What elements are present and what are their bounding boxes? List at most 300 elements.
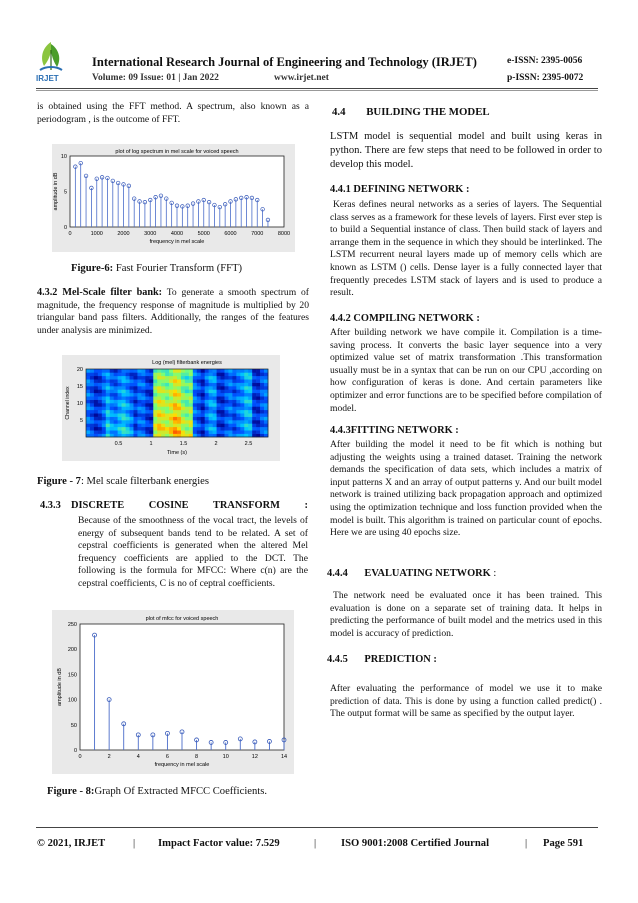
heatmap-cell xyxy=(137,379,141,383)
heatmap-cell xyxy=(149,400,153,404)
heatmap-cell xyxy=(145,400,149,404)
heatmap-cell xyxy=(228,430,232,434)
heatmap-cell xyxy=(236,393,240,397)
heatmap-cell xyxy=(98,369,102,373)
heatmap-cell xyxy=(177,386,181,390)
heatmap-cell xyxy=(106,423,110,427)
heatmap-cell xyxy=(236,369,240,373)
figure-7-chart xyxy=(62,355,280,461)
heatmap-cell xyxy=(185,383,189,387)
y-tick-label: 10 xyxy=(76,401,83,407)
heatmap-cell xyxy=(248,383,252,387)
heatmap-cell xyxy=(185,393,189,397)
heatmap-cell xyxy=(102,389,106,393)
heatmap-cell xyxy=(201,410,205,414)
heatmap-cell xyxy=(205,386,209,390)
x-tick-label: 6000 xyxy=(224,231,237,237)
section-4-4-5-text: After evaluating the performance of model we use it to make prediction of data. This is done by using a function called predict() . The output format will be same as specified by the output layer. xyxy=(330,683,602,720)
x-tick-label: 1 xyxy=(149,441,153,447)
y-tick-label: 50 xyxy=(70,722,77,729)
heatmap-cell xyxy=(137,403,141,407)
heatmap-cell xyxy=(141,427,145,431)
heatmap-cell xyxy=(165,406,169,410)
heatmap-cell xyxy=(122,379,126,383)
heatmap-cell xyxy=(256,403,260,407)
x-tick-label: 4 xyxy=(136,754,140,760)
heatmap-cell xyxy=(189,417,193,421)
heatmap-cell xyxy=(201,393,205,397)
heatmap-cell xyxy=(130,396,134,400)
footer-sep-2: | xyxy=(314,838,317,849)
heatmap-cell xyxy=(260,383,264,387)
heatmap-cell xyxy=(157,396,161,400)
heatmap-cell xyxy=(228,400,232,404)
heatmap-cell xyxy=(209,383,213,387)
heatmap-cell xyxy=(169,379,173,383)
heatmap-cell xyxy=(90,369,94,373)
heatmap-cell xyxy=(98,430,102,434)
heatmap-cell xyxy=(106,372,110,376)
heatmap-cell xyxy=(145,417,149,421)
figure-6-title: Fast Fourier Transform (FFT) xyxy=(113,263,243,274)
heatmap-cell xyxy=(86,410,90,414)
heatmap-cell xyxy=(161,430,165,434)
heatmap-cell xyxy=(177,430,181,434)
heatmap-cell xyxy=(86,372,90,376)
heatmap-cell xyxy=(133,393,137,397)
heatmap-cell xyxy=(90,379,94,383)
heatmap-cell xyxy=(205,420,209,424)
heatmap-cell xyxy=(173,423,177,427)
intro-paragraph: is obtained using the FFT method. A spectrum, also known as a periodogram , is the outcome of FFT. xyxy=(37,101,309,125)
heatmap-cell xyxy=(224,423,228,427)
heatmap-cell xyxy=(94,403,98,407)
heatmap-cell xyxy=(213,372,217,376)
heatmap-cell xyxy=(118,420,122,424)
heatmap-cell xyxy=(149,369,153,373)
section-4-3-3-heading-row xyxy=(40,500,308,511)
heatmap-cell xyxy=(94,406,98,410)
heatmap-cell xyxy=(157,417,161,421)
heatmap-cell xyxy=(260,430,264,434)
heatmap-cell xyxy=(126,369,130,373)
heatmap-cell xyxy=(126,427,130,431)
heatmap-cell xyxy=(165,403,169,407)
heatmap-cell xyxy=(248,379,252,383)
heatmap-cell xyxy=(256,393,260,397)
heatmap-cell xyxy=(141,393,145,397)
heatmap-cell xyxy=(224,400,228,404)
heatmap-cell xyxy=(244,427,248,431)
heatmap-cell xyxy=(248,417,252,421)
x-tick-label: 2 xyxy=(107,754,111,760)
heatmap-cell xyxy=(252,369,256,373)
heatmap-cell xyxy=(90,386,94,390)
heatmap-cell xyxy=(145,393,149,397)
heatmap-cell xyxy=(232,420,236,424)
heatmap-cell xyxy=(153,372,157,376)
heatmap-cell xyxy=(102,413,106,417)
heatmap-cell xyxy=(102,376,106,380)
heatmap-cell xyxy=(94,427,98,431)
heatmap-cell xyxy=(197,400,201,404)
heatmap-cell xyxy=(130,430,134,434)
heatmap-cell xyxy=(114,427,118,431)
heatmap-cell xyxy=(114,423,118,427)
heatmap-cell xyxy=(173,389,177,393)
heatmap-cell xyxy=(252,393,256,397)
heatmap-cell xyxy=(193,413,197,417)
heatmap-cell xyxy=(165,383,169,387)
heatmap-cell xyxy=(149,396,153,400)
chart-title: plot of log spectrum in mel scale for voiced speech xyxy=(115,149,239,155)
heatmap-cell xyxy=(90,420,94,424)
heatmap-cell xyxy=(153,376,157,380)
heatmap-cell xyxy=(232,379,236,383)
heatmap-cell xyxy=(228,393,232,397)
heatmap-cell xyxy=(110,383,114,387)
heatmap-cell xyxy=(133,403,137,407)
heatmap-cell xyxy=(224,403,228,407)
heatmap-cell xyxy=(165,413,169,417)
heatmap-cell xyxy=(197,410,201,414)
heatmap-cell xyxy=(181,420,185,424)
heatmap-cell xyxy=(114,369,118,373)
heatmap-cell xyxy=(193,420,197,424)
heatmap-cell xyxy=(217,427,221,431)
heatmap-cell xyxy=(118,413,122,417)
x-tick-label: 2 xyxy=(214,441,218,447)
heatmap-cell xyxy=(137,369,141,373)
heatmap-cell xyxy=(213,403,217,407)
heatmap-cell xyxy=(86,406,90,410)
heatmap-cell xyxy=(185,430,189,434)
heatmap-cell xyxy=(205,369,209,373)
heatmap-cell xyxy=(153,406,157,410)
heatmap-cell xyxy=(193,372,197,376)
heatmap-cell xyxy=(165,379,169,383)
heatmap-cell xyxy=(137,383,141,387)
heatmap-cell xyxy=(126,410,130,414)
heatmap-cell xyxy=(177,413,181,417)
heatmap-cell xyxy=(185,417,189,421)
section-4-4-heading-row xyxy=(332,106,490,118)
heatmap-cell xyxy=(102,393,106,397)
heatmap-cell xyxy=(244,403,248,407)
heatmap-cell xyxy=(86,379,90,383)
heatmap-cell xyxy=(236,386,240,390)
heatmap-cell xyxy=(126,383,130,387)
heatmap-cell xyxy=(217,423,221,427)
heatmap-cell xyxy=(244,406,248,410)
heatmap-cell xyxy=(122,393,126,397)
heatmap-cell xyxy=(201,417,205,421)
heatmap-cell xyxy=(130,403,134,407)
heatmap-cell xyxy=(213,383,217,387)
heatmap-cell xyxy=(98,389,102,393)
heatmap-cell xyxy=(102,420,106,424)
heatmap-cell xyxy=(185,427,189,431)
heatmap-cell xyxy=(201,383,205,387)
heatmap-cell xyxy=(221,420,225,424)
heatmap-cell xyxy=(126,417,130,421)
heatmap-cell xyxy=(126,386,130,390)
heatmap-cell xyxy=(102,423,106,427)
heatmap-cell xyxy=(197,386,201,390)
heatmap-cell xyxy=(193,423,197,427)
heatmap-cell xyxy=(232,372,236,376)
heatmap-cell xyxy=(98,396,102,400)
heatmap-cell xyxy=(248,413,252,417)
heatmap-cell xyxy=(232,400,236,404)
heatmap-cell xyxy=(173,420,177,424)
heatmap-cell xyxy=(256,372,260,376)
heatmap-cell xyxy=(228,423,232,427)
x-tick-label: 0 xyxy=(68,231,72,237)
heatmap-cell xyxy=(114,393,118,397)
heatmap-cell xyxy=(157,379,161,383)
heatmap-cell xyxy=(94,386,98,390)
heatmap-cell xyxy=(181,400,185,404)
heatmap-cell xyxy=(209,386,213,390)
heatmap-cell xyxy=(228,417,232,421)
heatmap-cell xyxy=(248,406,252,410)
heatmap-cell xyxy=(205,423,209,427)
journal-website[interactable]: www.irjet.net xyxy=(274,73,329,83)
heatmap-cell xyxy=(240,406,244,410)
heatmap-cell xyxy=(260,396,264,400)
y-axis-label: amplitude in dB xyxy=(57,668,63,706)
heatmap-cell xyxy=(137,376,141,380)
heatmap-cell xyxy=(205,372,209,376)
heatmap-cell xyxy=(256,369,260,373)
heatmap-cell xyxy=(122,369,126,373)
heatmap-cell xyxy=(133,420,137,424)
heatmap-cell xyxy=(110,420,114,424)
x-tick-label: 8000 xyxy=(277,231,291,237)
heatmap-cell xyxy=(209,400,213,404)
heatmap-cell xyxy=(232,410,236,414)
heatmap-cell xyxy=(169,383,173,387)
heatmap-cell xyxy=(169,389,173,393)
heatmap-cell xyxy=(189,420,193,424)
heatmap-cell xyxy=(102,369,106,373)
heatmap-cell xyxy=(224,383,228,387)
section-4-3-3-num: 4.3.3 xyxy=(40,500,61,511)
heatmap-cell xyxy=(145,413,149,417)
heatmap-cell xyxy=(197,427,201,431)
heatmap-cell xyxy=(90,403,94,407)
heatmap-cell xyxy=(244,393,248,397)
heatmap-cell xyxy=(133,372,137,376)
heatmap-cell xyxy=(106,413,110,417)
heatmap-cell xyxy=(169,386,173,390)
heatmap-cell xyxy=(252,379,256,383)
heatmap-cell xyxy=(141,430,145,434)
heatmap-cell xyxy=(205,383,209,387)
heatmap-cell xyxy=(217,379,221,383)
heatmap-cell xyxy=(189,383,193,387)
heatmap-cell xyxy=(181,403,185,407)
heatmap-cell xyxy=(221,413,225,417)
heatmap-cell xyxy=(90,417,94,421)
heatmap-cell xyxy=(130,400,134,404)
heatmap-cell xyxy=(110,413,114,417)
heatmap-cell xyxy=(157,420,161,424)
heatmap-cell xyxy=(126,423,130,427)
heatmap-cell xyxy=(118,379,122,383)
heatmap-cell xyxy=(98,413,102,417)
heatmap-cell xyxy=(133,396,137,400)
heatmap-cell xyxy=(236,383,240,387)
heatmap-cell xyxy=(106,400,110,404)
heatmap-cell xyxy=(130,386,134,390)
heatmap-cell xyxy=(209,417,213,421)
heatmap-cell xyxy=(189,423,193,427)
x-tick-label: 1000 xyxy=(90,231,103,237)
heatmap-cell xyxy=(181,383,185,387)
heatmap-cell xyxy=(256,410,260,414)
heatmap-cell xyxy=(161,369,165,373)
heatmap-cell xyxy=(240,427,244,431)
heatmap-cell xyxy=(209,396,213,400)
heatmap-cell xyxy=(248,376,252,380)
heatmap-cell xyxy=(244,413,248,417)
y-tick-label: 10 xyxy=(60,154,67,160)
heatmap-cell xyxy=(224,386,228,390)
heatmap-cell xyxy=(244,420,248,424)
heatmap-cell xyxy=(181,372,185,376)
heatmap-cell xyxy=(173,430,177,434)
heatmap-cell xyxy=(110,406,114,410)
heatmap-cell xyxy=(153,420,157,424)
footer-sep-3: | xyxy=(525,838,528,849)
heatmap-cell xyxy=(252,423,256,427)
heatmap-cell xyxy=(137,417,141,421)
heatmap-cell xyxy=(232,383,236,387)
heatmap-cell xyxy=(252,410,256,414)
heatmap-cell xyxy=(209,406,213,410)
heatmap-cell xyxy=(228,427,232,431)
heatmap-cell xyxy=(157,423,161,427)
heatmap-cell xyxy=(118,403,122,407)
heatmap-cell xyxy=(209,379,213,383)
heatmap-cell xyxy=(145,396,149,400)
heatmap-cell xyxy=(193,427,197,431)
heatmap-cell xyxy=(133,383,137,387)
heatmap-cell xyxy=(256,413,260,417)
heatmap-cell xyxy=(197,423,201,427)
heatmap-cell xyxy=(106,379,110,383)
section-4-4-5-heading: PREDICTION : xyxy=(364,654,437,665)
heatmap-cell xyxy=(161,413,165,417)
heatmap-cell xyxy=(106,427,110,431)
heatmap-cell xyxy=(185,423,189,427)
heatmap-cell xyxy=(232,376,236,380)
heatmap-cell xyxy=(240,386,244,390)
heatmap-cell xyxy=(240,389,244,393)
heatmap-cell xyxy=(252,376,256,380)
heatmap-cell xyxy=(228,413,232,417)
heatmap-cell xyxy=(181,396,185,400)
heatmap-cell xyxy=(209,389,213,393)
heatmap-cell xyxy=(232,386,236,390)
heatmap-cell xyxy=(90,406,94,410)
heatmap-cell xyxy=(177,369,181,373)
heatmap-cell xyxy=(213,406,217,410)
heatmap-cell xyxy=(248,369,252,373)
heatmap-cell xyxy=(106,420,110,424)
heatmap-cell xyxy=(197,393,201,397)
heatmap-cell xyxy=(165,386,169,390)
heatmap-cell xyxy=(110,423,114,427)
heatmap-cell xyxy=(149,393,153,397)
heatmap-cell xyxy=(169,376,173,380)
heatmap-cell xyxy=(118,372,122,376)
heatmap-cell xyxy=(118,369,122,373)
heatmap-cell xyxy=(110,403,114,407)
heatmap-cell xyxy=(157,410,161,414)
heatmap-cell xyxy=(110,396,114,400)
heatmap-cell xyxy=(189,430,193,434)
heatmap-cell xyxy=(177,406,181,410)
heatmap-cell xyxy=(221,400,225,404)
heatmap-cell xyxy=(98,427,102,431)
heatmap-cell xyxy=(248,396,252,400)
heatmap-cell xyxy=(173,406,177,410)
heatmap-cell xyxy=(244,389,248,393)
heatmap-cell xyxy=(122,403,126,407)
heatmap-cell xyxy=(185,413,189,417)
heatmap-cell xyxy=(133,379,137,383)
heatmap-cell xyxy=(232,403,236,407)
heatmap-cell xyxy=(169,406,173,410)
heatmap-cell xyxy=(161,376,165,380)
heatmap-cell xyxy=(122,427,126,431)
heatmap-cell xyxy=(133,423,137,427)
heatmap-cell xyxy=(141,386,145,390)
section-4-4-4-heading: EVALUATING NETWORK xyxy=(364,568,491,579)
heatmap-cell xyxy=(141,403,145,407)
heatmap-cell xyxy=(193,403,197,407)
heatmap-cell xyxy=(256,430,260,434)
heatmap-cell xyxy=(177,410,181,414)
heatmap-cell xyxy=(153,369,157,373)
heatmap-cell xyxy=(110,369,114,373)
heatmap-cell xyxy=(197,389,201,393)
heatmap-cell xyxy=(181,406,185,410)
heatmap-cell xyxy=(141,423,145,427)
heatmap-cell xyxy=(248,420,252,424)
heatmap-cell xyxy=(98,383,102,387)
heatmap-cell xyxy=(240,430,244,434)
heatmap-cell xyxy=(228,369,232,373)
heatmap-cell xyxy=(256,420,260,424)
heatmap-cell xyxy=(86,393,90,397)
heatmap-cell xyxy=(169,396,173,400)
heatmap-cell xyxy=(110,430,114,434)
heatmap-cell xyxy=(244,396,248,400)
heatmap-cell xyxy=(149,410,153,414)
heatmap-cell xyxy=(153,403,157,407)
x-tick-label: 10 xyxy=(222,754,229,760)
heatmap-cell xyxy=(133,369,137,373)
heatmap-cell xyxy=(141,417,145,421)
heatmap-cell xyxy=(94,423,98,427)
heatmap-cell xyxy=(224,376,228,380)
heatmap-cell xyxy=(213,393,217,397)
heatmap-cell xyxy=(221,379,225,383)
